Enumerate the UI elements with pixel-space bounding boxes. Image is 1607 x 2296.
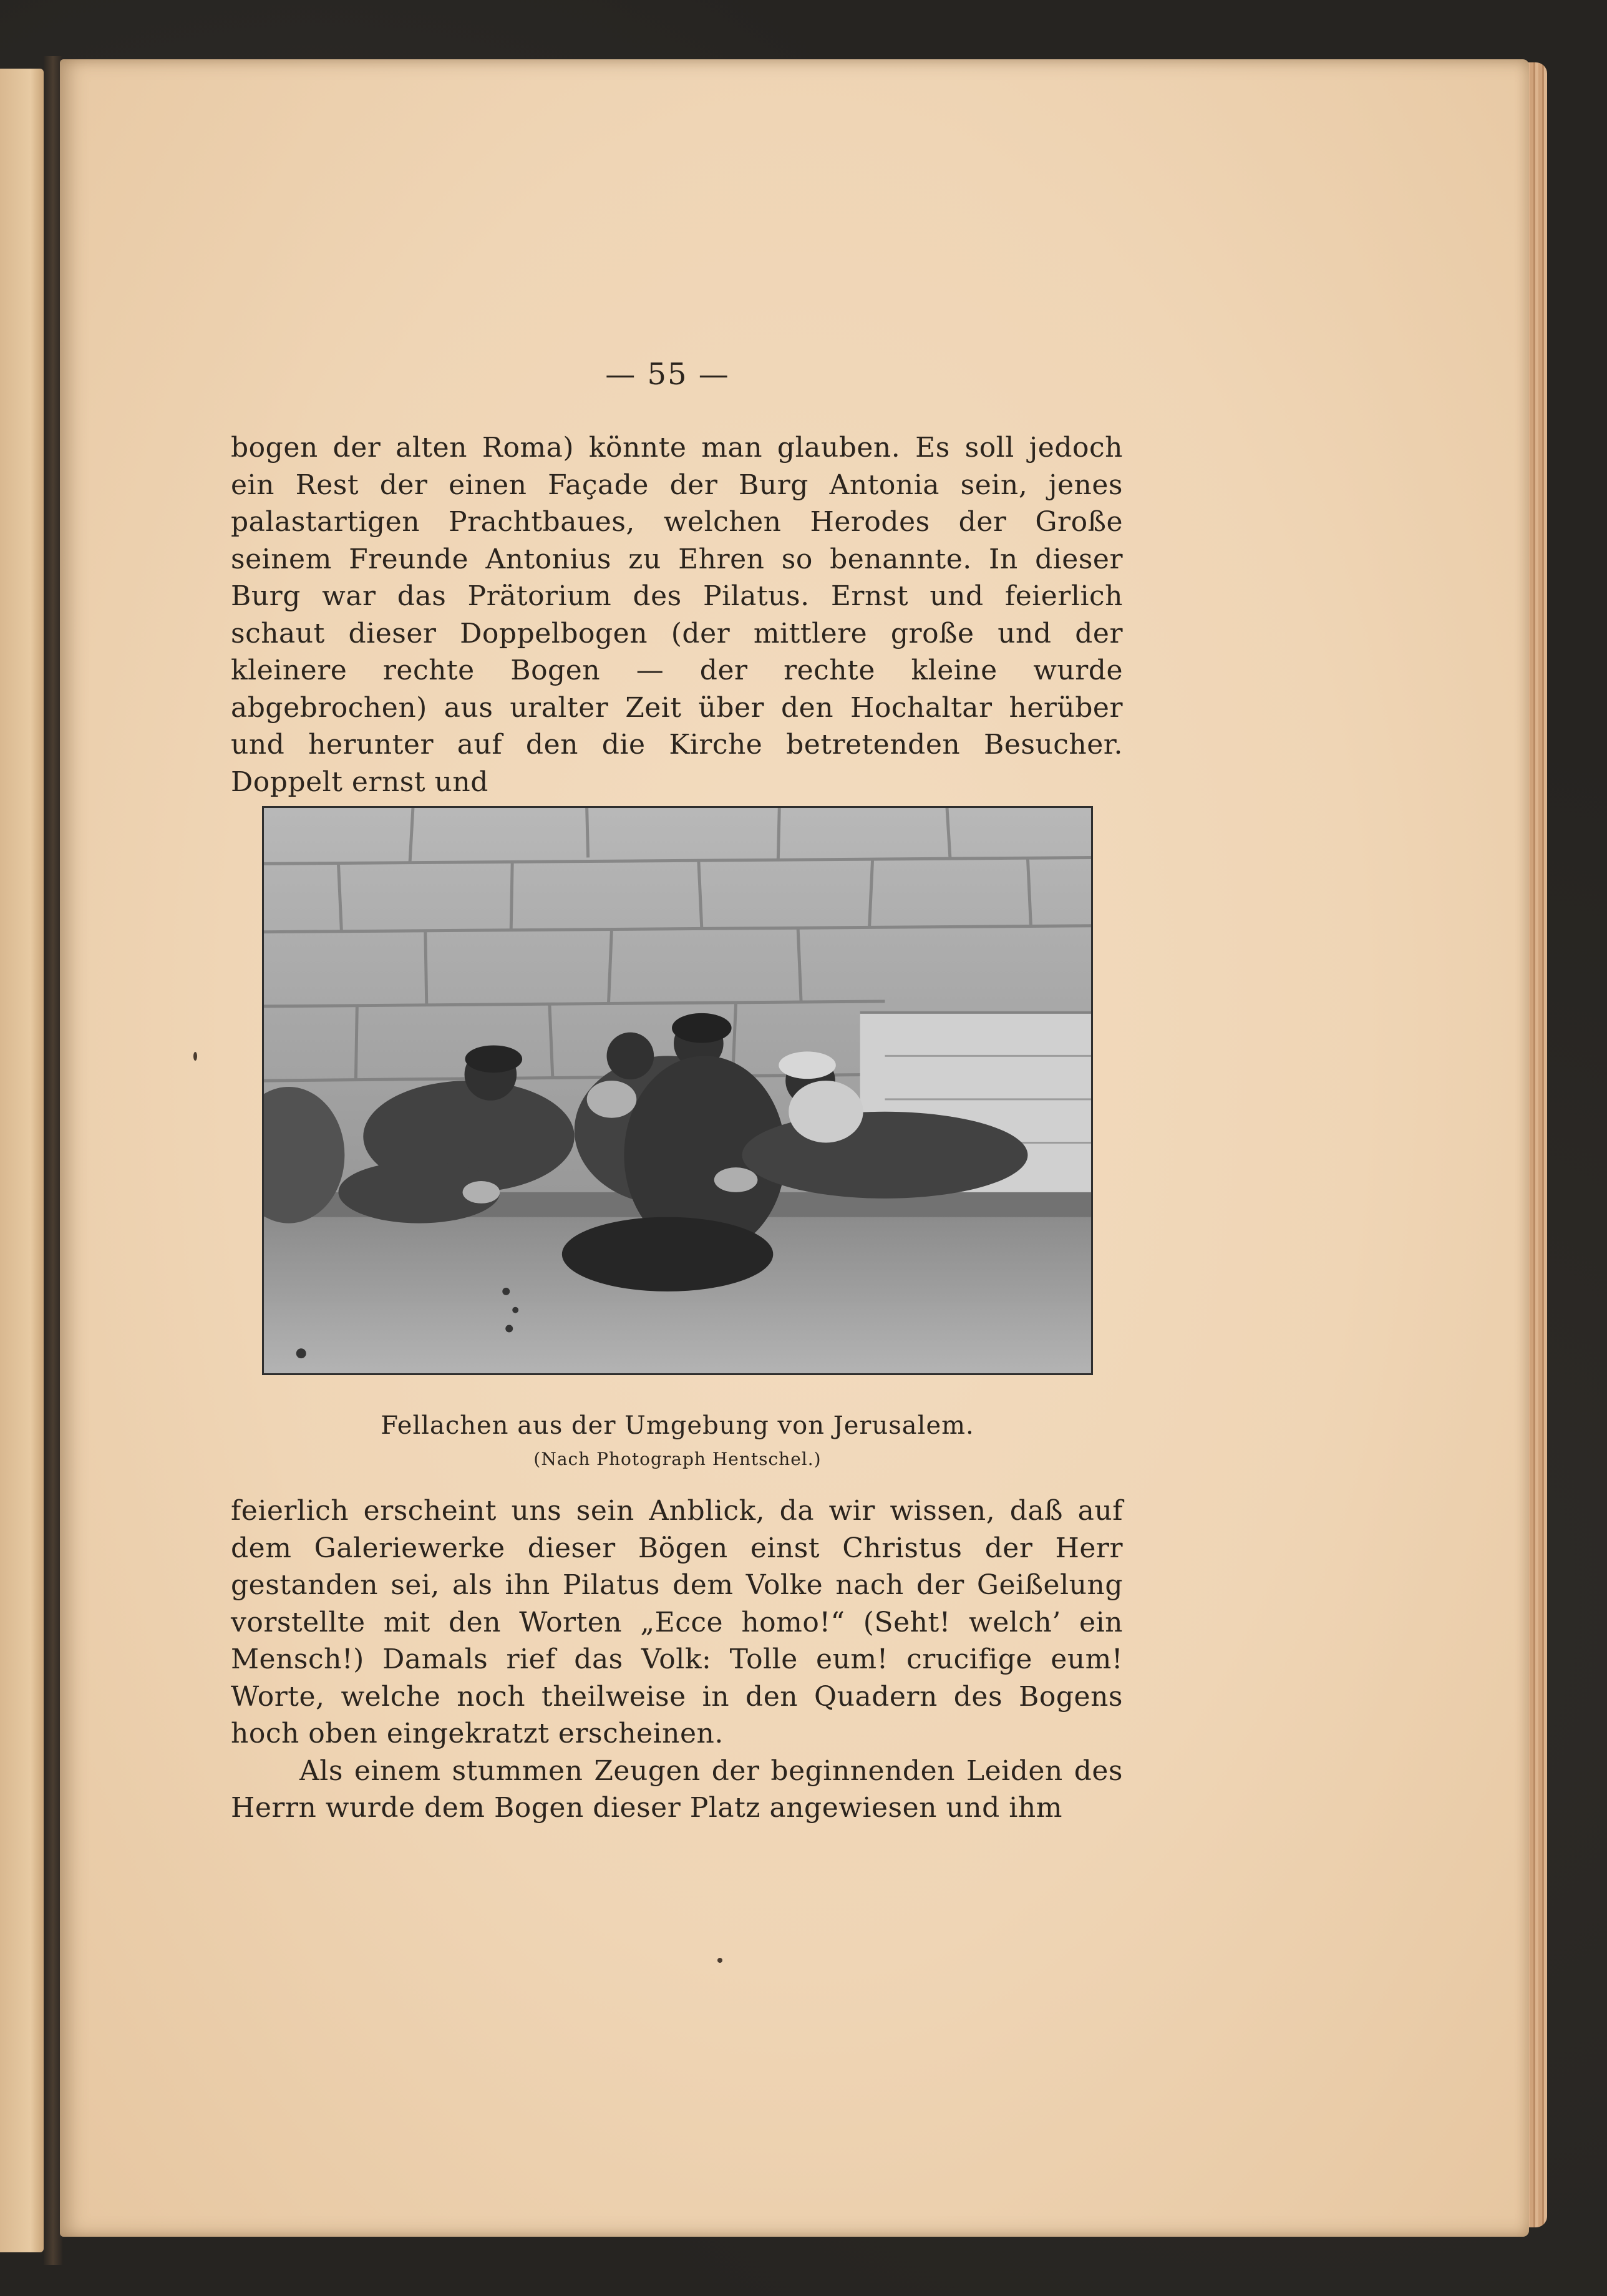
figure-caption: Fellachen aus der Umgebung von Jerusalem.	[381, 1411, 974, 1440]
lower-paragraph-1: feierlich erscheint uns sein Anblick, da wir wissen, daß auf dem Galeriewerke dieser Bögen einst Christus der Herr gestanden sei, als ihn Pilatus dem Volke nach der Geißelung vorstellte mit den Worten „Ecce homo!“ (Seht! welch’ ein Mensch!) Damals rief das Volk: Tolle eum! crucifige eum! Worte, welche noch theilweise in den Quadern des Bogens hoch oben eingekratzt erscheinen.	[231, 1495, 1123, 1749]
upper-text-block	[231, 429, 1123, 800]
figure-credit: (Nach Photograph Hentschel.)	[533, 1449, 822, 1469]
left-page-edge	[0, 69, 44, 2252]
photograph-fellachen	[262, 806, 1093, 1375]
lower-paragraph-2: Als einem stummen Zeugen der beginnenden Leiden des Herrn wurde dem Bogen dieser Platz angewiesen und ihm	[231, 1754, 1123, 1824]
photo-illustration	[264, 808, 1091, 1373]
page-number: — 55 —	[605, 357, 730, 392]
upper-paragraph: bogen der alten Roma) könnte man glauben. Es soll jedoch ein Rest der einen Façade der Burg Antonia sein, jenes palastartigen Prachtbaues, welchen Herodes der Große seinem Freunde Antonius zu Ehren so benannte. In dieser Burg war das Prätorium des Pilatus. Ernst und feierlich schaut dieser Doppelbogen (der mittlere große und der kleinere rechte Bogen — der rechte kleine wurde abgebrochen) aus uralter Zeit über den Hochaltar herüber und herunter auf den die Kirche betretenden Besucher. Doppelt ernst und	[231, 432, 1123, 798]
lower-text-block	[231, 1492, 1123, 1827]
paper-speck	[193, 1052, 197, 1061]
paper-speck	[717, 1958, 722, 1963]
